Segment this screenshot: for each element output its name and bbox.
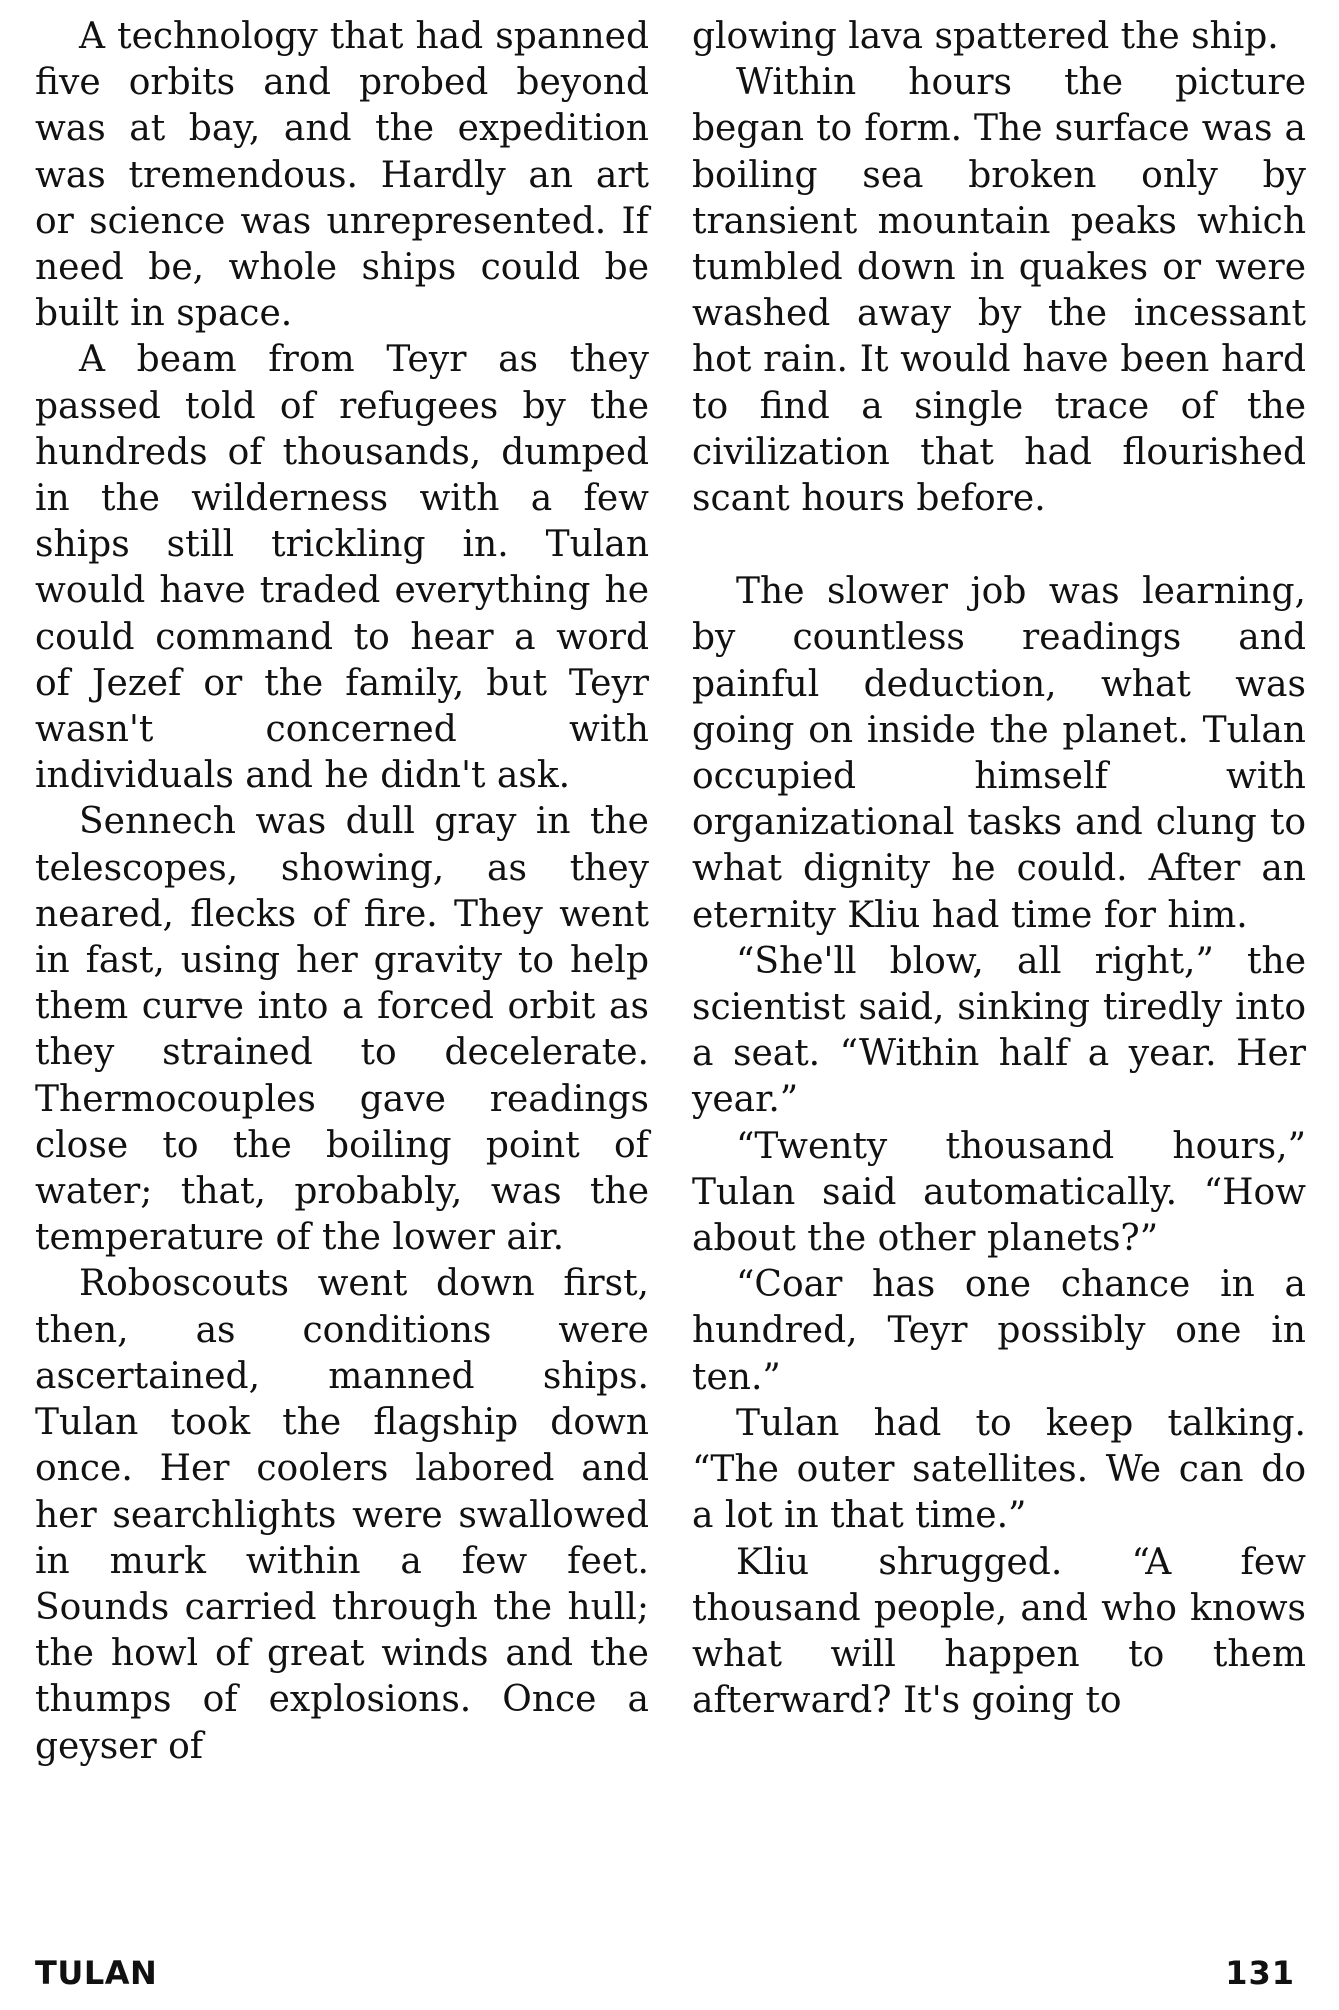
right-column — [692, 14, 1306, 1724]
paragraph: Sennech was dull gray in the telescopes, showing, as they neared, flecks of fire. They went in fast, using her gravity to help them curve into a forced orbit as they strained to decelerate. Thermocouples gave readings close to the boiling point of water; that, probably, was the temperature of the lower air. — [35, 801, 649, 1259]
paragraph: Kliu shrugged. “A few thousand people, and who knows what will happen to them afterward? It's going to — [692, 1541, 1306, 1722]
paragraph-continued: glowing lava spattered the ship. — [692, 16, 1279, 57]
left-column — [35, 14, 649, 1770]
running-title: TULAN — [35, 1954, 158, 1992]
paragraph-section-start: The slower job was learning, by countless readings and painful deduction, what was going on inside the planet. Tulan occupied himself with organizational tasks and clung to what dignity he could. After an eternity Kliu had time for him. — [692, 571, 1306, 936]
paragraph: Tulan had to keep talking. “The outer satellites. We can do a lot in that time.” — [692, 1402, 1306, 1537]
paragraph: “Coar has one chance in a hundred, Teyr possibly one in ten.” — [692, 1264, 1306, 1398]
paragraph: A technology that had spanned five orbits and probed beyond was at bay, and the expedition was tremendous. Hardly an art or science was unrepresented. If need be, whole ships could be built in space. — [35, 16, 649, 335]
paragraph: Within hours the picture began to form. The surface was a boiling sea broken only by transient mountain peaks which tumbled down in quakes or were washed away by the incessant hot rain. It would have been hard to find a single trace of the civilization that had flourished scant hours before. — [692, 62, 1306, 520]
paragraph: Roboscouts went down first, then, as conditions were ascertained, manned ships. Tulan took the flagship down once. Her coolers labored and her searchlights were swallowed in murk within a few feet. Sounds carried through the hull; the howl of great winds and the thumps of explosions. Once a geyser of — [35, 1263, 649, 1767]
page-number: 131 — [1225, 1954, 1295, 1992]
paragraph: A beam from Teyr as they passed told of refugees by the hundreds of thousands, dumped in the wilderness with a few ships still trickling in. Tulan would have traded everything he could command to hear a word of Jezef or the family, but Teyr wasn't concerned with individuals and he didn't ask. — [35, 339, 649, 797]
paragraph: “Twenty thousand hours,” Tulan said automatically. “How about the other planets?” — [692, 1125, 1306, 1260]
paragraph: “She'll blow, all right,” the scientist said, sinking tiredly into a seat. “Within half a year. Her year.” — [692, 940, 1306, 1121]
